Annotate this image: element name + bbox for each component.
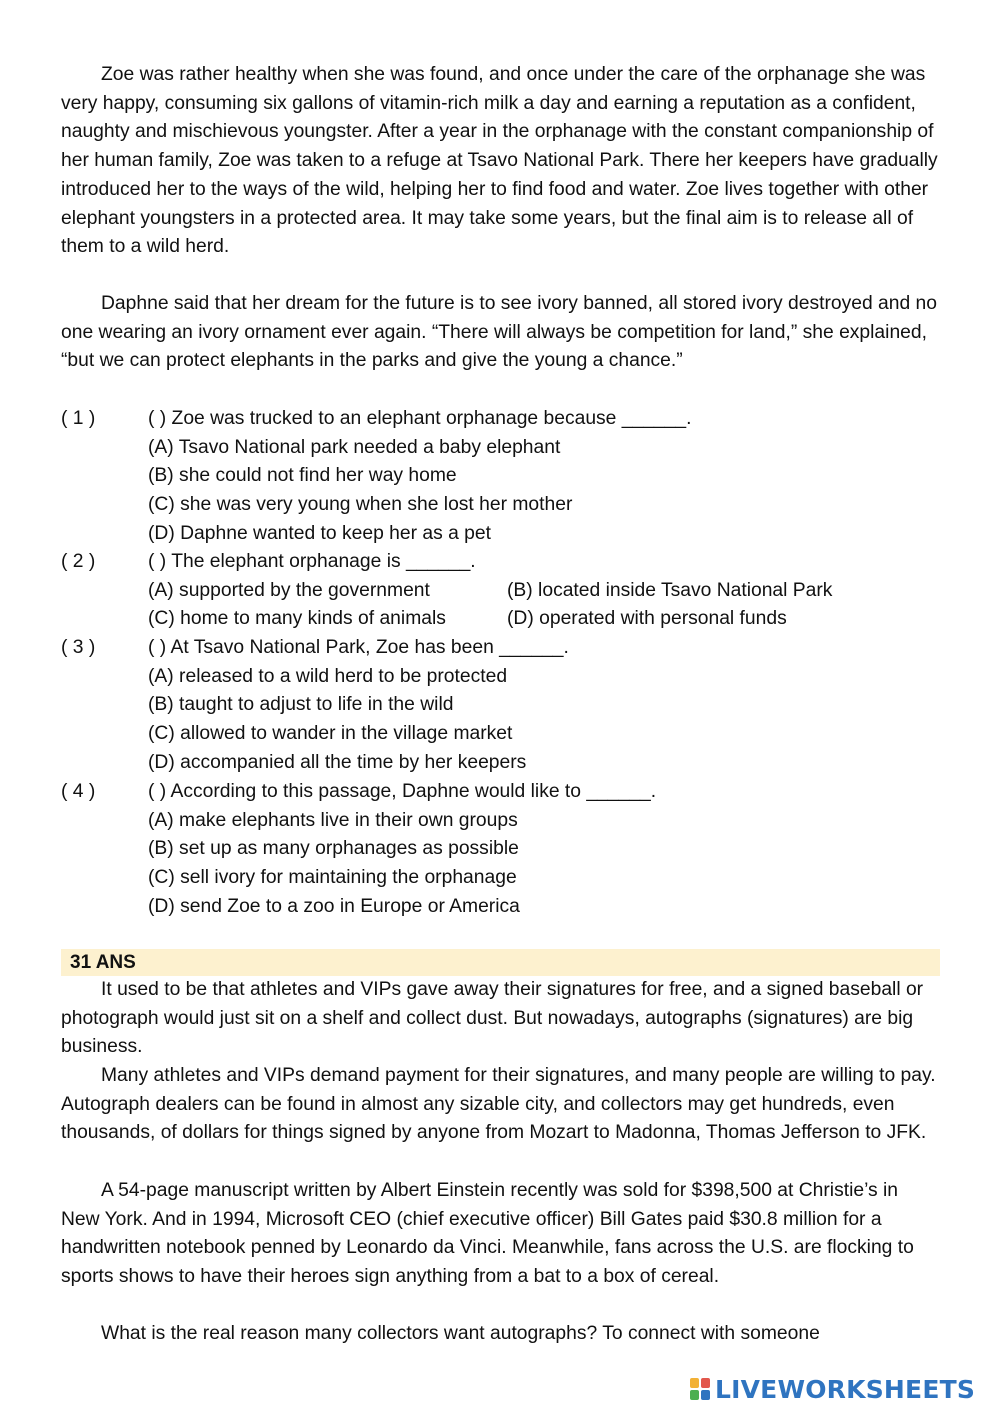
option-a: (A) supported by the government <box>148 579 430 601</box>
question-stem[interactable]: ( ) According to this passage, Daphne would like to ______. <box>148 781 657 802</box>
option-c: (C) allowed to wander in the village market <box>148 723 513 745</box>
question-stem[interactable]: ( ) Zoe was trucked to an elephant orphanage because ______. <box>148 408 692 429</box>
passage-paragraph: Zoe was rather healthy when she was found, and once under the care of the orphanage she was very happy, consuming six gallons of vitamin-rich milk a day and earning a reputation as a confident, naughty and mischievous youngster. After a year in the orphanage with the constant companionship of her human family, Zoe was taken to a refuge at Tsavo National Park. There her keepers have gradually introduced her to the ways of the wild, helping her to find food and water. Zoe lives together with other elephant youngsters in a protected area. It may take some years, but the final aim is to release all of them to a wild herd. <box>61 64 938 258</box>
option-d: (D) Daphne wanted to keep her as a pet <box>148 522 491 544</box>
question-number: ( 4 ) <box>61 781 96 802</box>
option-c: (C) sell ivory for maintaining the orphanage <box>148 867 517 889</box>
option-b: (B) located inside Tsavo National Park <box>507 579 833 601</box>
option-d: (D) operated with personal funds <box>507 608 787 630</box>
question-stem[interactable]: ( ) At Tsavo National Park, Zoe has been ______. <box>148 637 569 658</box>
section-header <box>61 949 940 976</box>
option-b: (B) set up as many orphanages as possible <box>148 838 519 860</box>
passage-paragraph: A 54-page manuscript written by Albert Einstein recently was sold for $398,500 at Christie’s in New York. And in 1994, Microsoft CEO (chief executive officer) Bill Gates paid $30.8 million for a handwritten notebook penned by Leonardo da Vinci. Meanwhile, fans across the U.S. are flocking to sports shows to have their heroes sign anything from a bat to a box of cereal. <box>61 1180 914 1288</box>
question-number: ( 3 ) <box>61 637 96 658</box>
option-b: (B) she could not find her way home <box>148 465 457 487</box>
option-b: (B) taught to adjust to life in the wild <box>148 694 454 716</box>
passage-paragraph: What is the real reason many collectors want autographs? To connect with someone <box>101 1323 820 1344</box>
question-number: ( 2 ) <box>61 551 96 572</box>
passage-paragraph: Daphne said that her dream for the future is to see ivory banned, all stored ivory destroyed and no one wearing an ivory ornament ever again. “There will always be competition for land,” she explained, “but we can protect elephants in the parks and give the young a chance.” <box>61 293 938 372</box>
option-d: (D) accompanied all the time by her keepers <box>148 751 527 773</box>
option-a: (A) make elephants live in their own groups <box>148 809 518 831</box>
passage-paragraph: It used to be that athletes and VIPs gave away their signatures for free, and a signed baseball or photograph would just sit on a shelf and collect dust. But nowadays, autographs (signatures) are big business. <box>61 979 924 1058</box>
option-d: (D) send Zoe to a zoo in Europe or America <box>148 895 520 917</box>
section-label: 31 ANS <box>70 952 136 973</box>
option-a: (A) released to a wild herd to be protected <box>148 665 508 687</box>
liveworksheets-logo-icon <box>690 1377 712 1401</box>
option-a: (A) Tsavo National park needed a baby elephant <box>148 436 561 458</box>
option-c: (C) home to many kinds of animals <box>148 608 446 630</box>
logo-text: LIVEWORKSHEETS <box>715 1374 976 1404</box>
option-c: (C) she was very young when she lost her mother <box>148 494 573 516</box>
liveworksheets-logo[interactable] <box>690 1374 975 1404</box>
passage-paragraph: Many athletes and VIPs demand payment for their signatures, and many people are willing to pay. Autograph dealers can be found in almost any sizable city, and collectors may get hundreds, even thousands, of dollars for things signed by anyone from Mozart to Madonna, Thomas Jefferson to JFK. <box>61 1065 936 1144</box>
question-number: ( 1 ) <box>61 408 96 429</box>
question-stem[interactable]: ( ) The elephant orphanage is ______. <box>148 551 476 572</box>
